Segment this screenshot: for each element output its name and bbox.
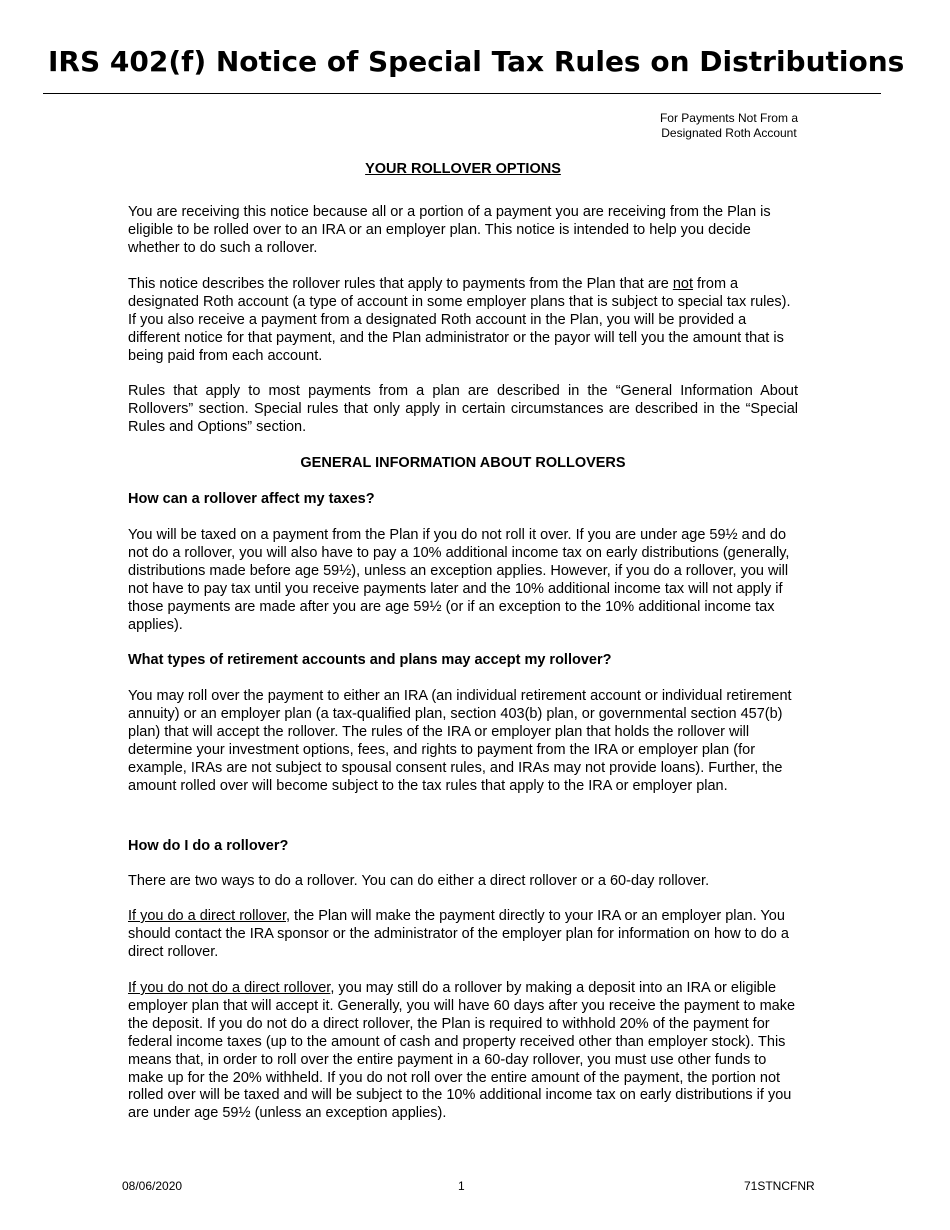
section-heading-rollover-options <box>128 160 798 178</box>
roth-paragraph-emphasis: not <box>672 276 693 292</box>
footer-date: 08/06/2020 <box>122 1179 183 1193</box>
answer-how-rollover-intro: There are two ways to do a rollover. You can do either a direct rollover or a 60-day rollover. <box>128 873 710 889</box>
indirect-rollover-text: , you may still do a rollover by making a deposit into an IRA or eligible employer plan that will accept it. Generally, you will have 60 days after you receive the payment to make the deposit. If you do not do a direct rollover, the Plan is required to withhold 20% of the payment for federal income taxes (up to the amount of cash and property received other than employer stock). This means that, in order to roll over the entire payment in a 60-day rollover, you must use other funds to make up for the 20% withheld. If you do not roll over the entire amount of the payment, the portion not rolled over will be taxed and will be subject to the 10% additional income tax on early distributions if you are under age 59½ (unless an exception applies). <box>128 980 796 1122</box>
question-taxes: How can a rollover affect my taxes? <box>128 491 375 507</box>
answer-accounts: You may roll over the payment to either an IRA (an individual retirement account or individual retirement annuity) or an employer plan (a tax-qualified plan, section 403(b) plan, or governmental section 457(b) plan) that will accept the rollover. The rules of the IRA or employer plan that holds the rollover will determine your investment options, fees, and rights to payment from the IRA or employer plan (for example, IRAs are not subject to spousal consent rules, and IRAs may not provide loans). Further, the amount rolled over will become subject to the tax rules that apply to the IRA or employer plan. <box>128 688 792 794</box>
roth-paragraph <box>128 276 798 366</box>
footer-page-number: 1 <box>458 1179 465 1193</box>
indirect-rollover-paragraph <box>128 980 798 1123</box>
document-title: IRS 402(f) Notice of Special Tax Rules on Distributions <box>48 45 905 78</box>
indirect-rollover-label: If you do not do a direct rollover <box>128 980 331 996</box>
direct-rollover-text: , the Plan will make the payment directly to your IRA or an employer plan. You should contact the IRA sponsor or the administrator of the employer plan for information on how to do a direct rollover. <box>128 908 789 960</box>
roth-paragraph-text-2: from a designated Roth account (a type of account in some employer plans that is subject to special tax rules). If you also receive a payment from a designated Roth account in the Plan, you will be provided a different notice for that payment, and the Plan administrator or the payor will tell you the amount that is being paid from each account. <box>128 276 791 364</box>
intro-paragraph: You are receiving this notice because all or a portion of a payment you are receiving from the Plan is eligible to be rolled over to an IRA or an employer plan. This notice is intended to help you decide whether to do such a rollover. <box>128 204 771 256</box>
answer-taxes: You will be taxed on a payment from the Plan if you do not roll it over. If you are under age 59½ and do not do a rollover, you will also have to pay a 10% additional income tax on early distributions (generally, distributions made before age 59½), unless an exception applies. However, if you do a rollover, you will not have to pay tax until you receive payments later and the 10% additional income tax will not apply if those payments are made after you are age 59½ (or if an exception to the 10% additional income tax applies). <box>128 527 790 633</box>
section-heading-text: YOUR ROLLOVER OPTIONS <box>365 161 561 177</box>
title-divider <box>43 93 881 94</box>
question-accounts: What types of retirement accounts and plans may accept my rollover? <box>128 652 612 668</box>
subheader-line-2: Designated Roth Account <box>661 126 797 140</box>
footer-form-code: 71STNCFNR <box>744 1179 815 1193</box>
subheader-line-1: For Payments Not From a <box>659 111 798 125</box>
roth-paragraph-text-1: This notice describes the rollover rules that apply to payments from the Plan that are <box>128 276 673 292</box>
rules-paragraph: Rules that apply to most payments from a plan are described in the “General Information About Rollovers” section. Special rules that only apply in certain circumstances are described in the “Special Rules and Options” section. <box>128 383 798 435</box>
question-how-rollover: How do I do a rollover? <box>128 838 289 854</box>
section-heading-general-info: GENERAL INFORMATION ABOUT ROLLOVERS <box>300 455 626 471</box>
document-subheader <box>660 111 798 141</box>
direct-rollover-paragraph <box>128 908 798 962</box>
direct-rollover-label: If you do a direct rollover <box>128 908 286 924</box>
